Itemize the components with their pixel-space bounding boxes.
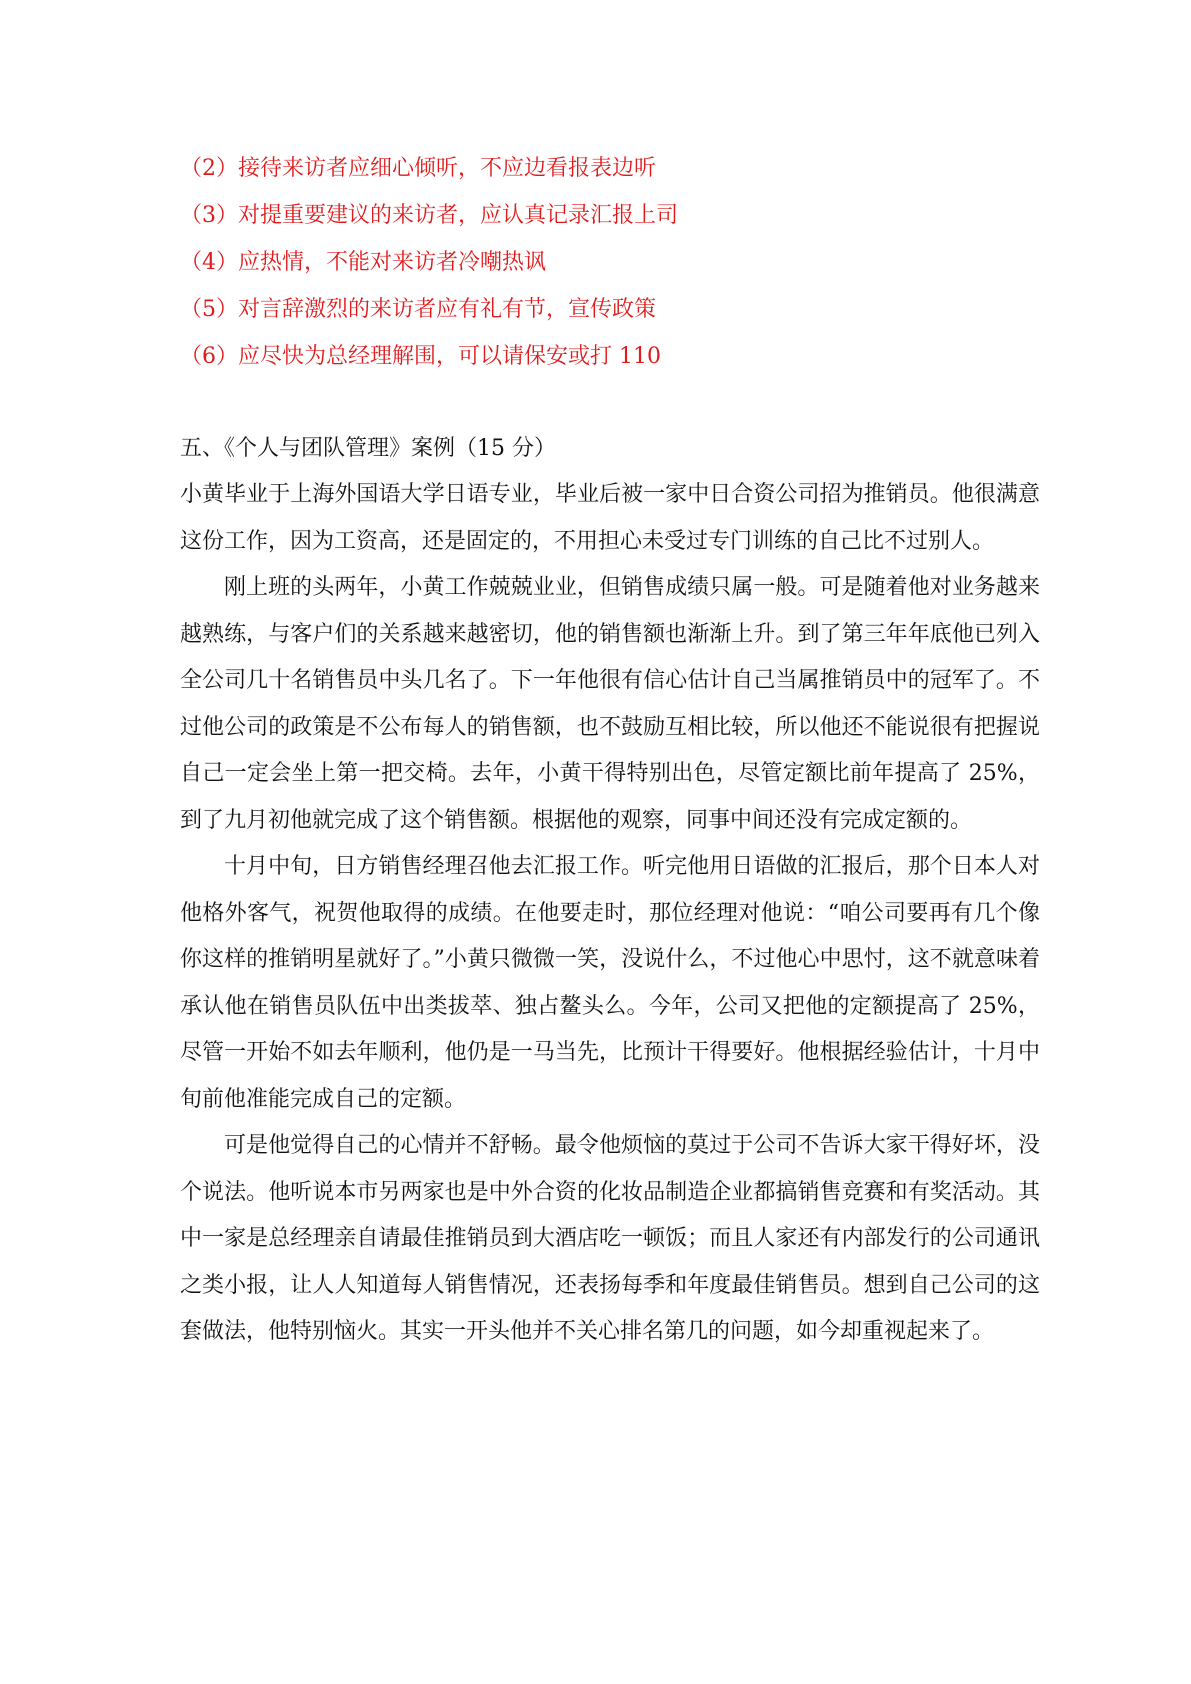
section-title: 五、《个人与团队管理》案例（15 分）	[180, 436, 556, 461]
answer-item: （5）对言辞激烈的来访者应有礼有节，宣传政策	[180, 297, 656, 322]
paragraph: 刚上班的头两年，小黄工作兢兢业业，但销售成绩只属一般。可是随着他对业务越来越熟练，与客户们的关系越来越密切，他的销售额也渐渐上升。到了第三年年底他已列入全公司几十名销售员中头几名了。下一年他很有信心估计自己当属推销员中的冠军了。不过他公司的政策是不公布每人的销售额，也不鼓励互相比较，所以他还不能说很有把握说自己一定会坐上第一把交椅。去年，小黄干得特别出色，尽管定额比前年提高了 25%，到了九月初他就完成了这个销售额。根据他的观察，同事中间还没有完成定额的。	[180, 575, 1040, 833]
paragraph: 小黄毕业于上海外国语大学日语专业，毕业后被一家中日合资公司招为推销员。他很满意这份工作，因为工资高，还是固定的，不用担心未受过专门训练的自己比不过别人。	[180, 482, 1040, 554]
answer-item: （2）接待来访者应细心倾听，不应边看报表边听	[180, 156, 656, 181]
paragraph: 十月中旬，日方销售经理召他去汇报工作。听完他用日语做的汇报后，那个日本人对他格外客气，祝贺他取得的成绩。在他要走时，那位经理对他说：“咱公司要再有几个像你这样的推销明星就好了。”小黄只微微一笑，没说什么，不过他心中思忖，这不就意味着承认他在销售员队伍中出类拔萃、独占鳌头么。今年，公司又把他的定额提高了 25%，尽管一开始不如去年顺利，他仍是一马当先，比预计干得要好。他根据经验估计，十月中旬前他准能完成自己的定额。	[180, 854, 1040, 1112]
answer-item: （6）应尽快为总经理解围，可以请保安或打 110	[180, 344, 661, 369]
answer-list	[180, 145, 1040, 380]
answer-item: （3）对提重要建议的来访者，应认真记录汇报上司	[180, 203, 678, 228]
paragraph: 可是他觉得自己的心情并不舒畅。最令他烦恼的莫过于公司不告诉大家干得好坏，没个说法。他听说本市另两家也是中外合资的化妆品制造企业都搞销售竞赛和有奖活动。其中一家是总经理亲自请最佳推销员到大酒店吃一顿饭；而且人家还有内部发行的公司通讯之类小报，让人人知道每人销售情况，还表扬每季和年度最佳销售员。想到自己公司的这套做法，他特别恼火。其实一开头他并不关心排名第几的问题，如今却重视起来了。	[180, 1133, 1040, 1344]
case-section	[180, 426, 1040, 1356]
answer-item: （4）应热情，不能对来访者冷嘲热讽	[180, 250, 546, 275]
